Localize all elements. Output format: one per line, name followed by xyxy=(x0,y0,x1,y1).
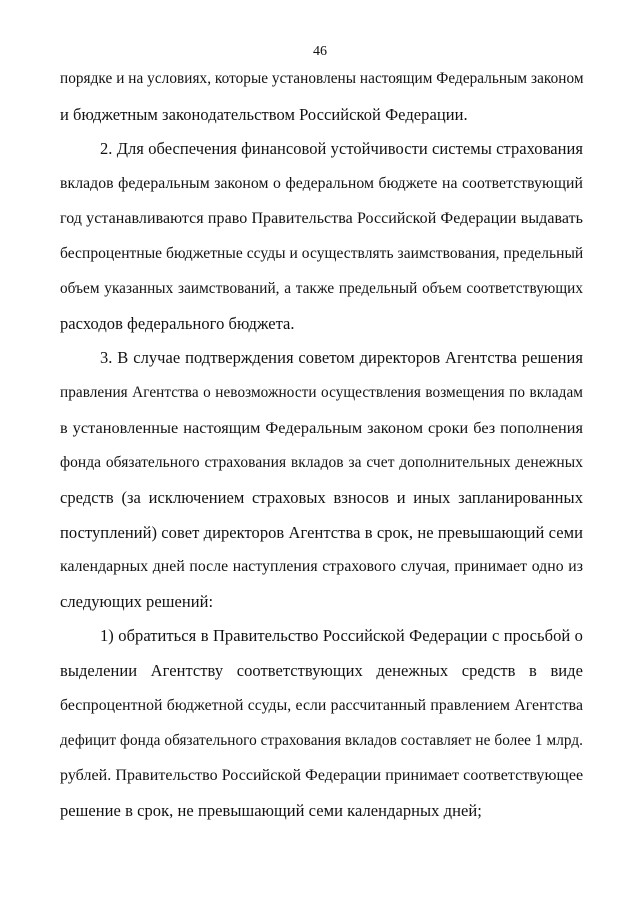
text-line: поступлений) совет директоров Агентства в срок, не превышающий семи xyxy=(60,523,583,542)
text-line: дефицит фонда обязательного страхования вкладов составляет не более 1 млрд. xyxy=(60,732,583,749)
text-line: решение в срок, не превышающий семи календарных дней; xyxy=(60,801,482,820)
text-line: календарных дней после наступления страхового случая, принимает одно из xyxy=(60,558,583,575)
text-line: рублей. Правительство Российской Федерации принимает соответствующее xyxy=(60,767,584,784)
text-line: 3. В случае подтверждения советом директоров Агентства решения xyxy=(100,348,583,367)
text-line: 1) обратиться в Правительство Российской Федерации с просьбой о xyxy=(100,626,583,645)
text-line: 2. Для обеспечения финансовой устойчивости системы страхования xyxy=(100,139,583,158)
text-line: правления Агентства о невозможности осуществления возмещения по вкладам xyxy=(60,384,583,401)
text-line: порядке и на условиях, которые установлены настоящим Федеральным законом xyxy=(60,70,584,87)
page-number: 46 xyxy=(313,44,327,59)
text-line: следующих решений: xyxy=(60,592,214,611)
text-line: беспроцентной бюджетной ссуды, если рассчитанный правлением Агентства xyxy=(60,697,583,714)
text-line: год устанавливаются право Правительства Российской Федерации выдавать xyxy=(60,210,583,227)
text-line: средств (за исключением страховых взносов и иных запланированных xyxy=(60,488,583,507)
text-line: в установленные настоящим Федеральным законом сроки без пополнения xyxy=(60,419,583,437)
text-line: и бюджетным законодательством Российской Федерации. xyxy=(60,105,468,124)
text-line: расходов федерального бюджета. xyxy=(60,314,295,333)
text-line: выделении Агентству соответствующих денежных средств в виде xyxy=(60,661,583,680)
text-line: объем указанных заимствований, а также предельный объем соответствующих xyxy=(60,280,583,297)
text-line: беспроцентные бюджетные ссуды и осуществлять заимствования, предельный xyxy=(60,245,584,262)
text-line: вкладов федеральным законом о федеральном бюджете на соответствующий xyxy=(60,175,583,192)
text-line: фонда обязательного страхования вкладов за счет дополнительных денежных xyxy=(60,454,583,471)
